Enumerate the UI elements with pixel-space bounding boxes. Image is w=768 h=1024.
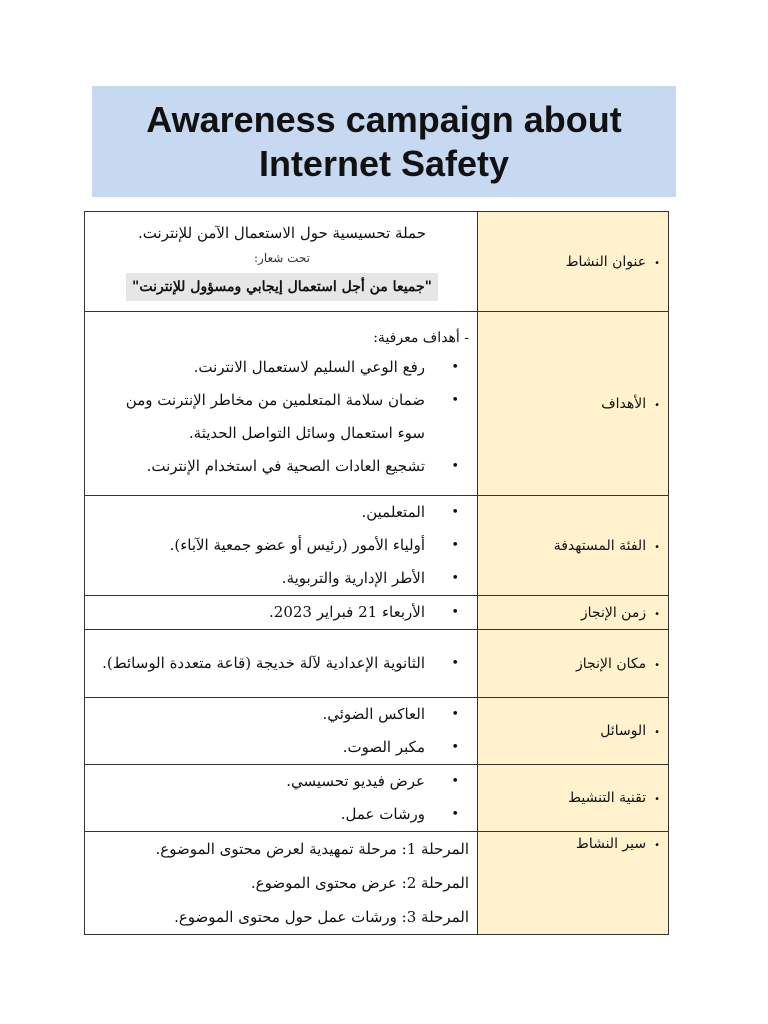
list-item: • تشجيع العادات الصحية في استخدام الإنترنت. bbox=[95, 450, 443, 483]
means-content bbox=[85, 698, 478, 765]
list-item: • الثانوية الإعدادية لآلة خديجة (قاعة متعددة الوسائط). bbox=[95, 647, 443, 680]
bullet-icon: • bbox=[654, 608, 660, 620]
list-item: • رفع الوعي السليم لاستعمال الانترنت. bbox=[95, 351, 443, 384]
label-place: •مكان الإنجاز bbox=[478, 630, 669, 698]
list-item: • ورشات عمل. bbox=[95, 798, 443, 831]
label-target-group: •الفئة المستهدفة bbox=[478, 496, 669, 596]
list-item: • عرض فيديو تحسيسي. bbox=[95, 765, 443, 798]
row-technique bbox=[85, 765, 669, 832]
phase-item: المرحلة 1: مرحلة تمهيدية لعرض محتوى الموضوع. bbox=[155, 840, 469, 858]
place-content bbox=[85, 630, 478, 698]
bullet-icon: • bbox=[654, 727, 660, 738]
list-item: • العاكس الضوئي. bbox=[95, 698, 443, 731]
bullet-icon: • bbox=[654, 399, 660, 411]
time-content bbox=[85, 596, 478, 630]
objectives-intro: - أهداف معرفية: bbox=[373, 329, 469, 346]
phase-item: المرحلة 2: عرض محتوى الموضوع. bbox=[250, 874, 469, 892]
target-group-content bbox=[85, 496, 478, 596]
label-technique: •تقنية التنشيط bbox=[478, 765, 669, 832]
row-progress bbox=[85, 832, 669, 935]
row-target-group bbox=[85, 496, 669, 596]
slogan-intro: تحت شعار: bbox=[253, 250, 311, 265]
label-activity-title: •عنوان النشاط bbox=[478, 212, 669, 312]
list-item: • الأربعاء 21 فبراير 2023. bbox=[95, 596, 443, 629]
row-activity-title bbox=[85, 212, 669, 312]
objectives-content bbox=[85, 312, 478, 496]
bullet-icon: • bbox=[654, 659, 660, 671]
row-place bbox=[85, 630, 669, 698]
label-means: •الوسائل bbox=[478, 698, 669, 765]
phase-item: المرحلة 3: ورشات عمل حول محتوى الموضوع. bbox=[174, 908, 469, 926]
progress-content bbox=[85, 832, 478, 935]
row-means bbox=[85, 698, 669, 765]
list-item: • مكبر الصوت. bbox=[95, 731, 443, 764]
bullet-icon: • bbox=[654, 257, 660, 269]
technique-content bbox=[85, 765, 478, 832]
slogan: "جميعا من أجل استعمال إيجابي ومسؤول للإنترنت" bbox=[126, 273, 438, 301]
document-title bbox=[92, 86, 676, 197]
label-objectives: •الأهداف bbox=[478, 312, 669, 496]
bullet-icon: • bbox=[654, 794, 660, 805]
activity-title-content bbox=[85, 212, 478, 312]
list-item: • المتعلمين. bbox=[95, 496, 443, 529]
bullet-icon: • bbox=[654, 541, 660, 553]
title-line-2: Internet Safety bbox=[258, 142, 510, 184]
list-item: • ضمان سلامة المتعلمين من مخاطر الإنترنت ومن سوء استعمال وسائل التواصل الحديثة. bbox=[95, 384, 443, 450]
campaign-name: حملة تحسيسية حول الاستعمال الآمن للإنترنت. bbox=[138, 223, 426, 242]
activity-plan-table bbox=[84, 211, 669, 935]
list-item: • أولياء الأمور (رئيس أو عضو جمعية الآباء). bbox=[95, 529, 443, 562]
row-objectives bbox=[85, 312, 669, 496]
label-time: •زمن الإنجاز bbox=[478, 596, 669, 630]
row-time bbox=[85, 596, 669, 630]
title-line-1: Awareness campaign about bbox=[146, 98, 622, 140]
bullet-icon: • bbox=[654, 840, 660, 851]
list-item: • الأطر الإدارية والتربوية. bbox=[95, 562, 443, 595]
label-progress: •سير النشاط bbox=[478, 832, 669, 935]
